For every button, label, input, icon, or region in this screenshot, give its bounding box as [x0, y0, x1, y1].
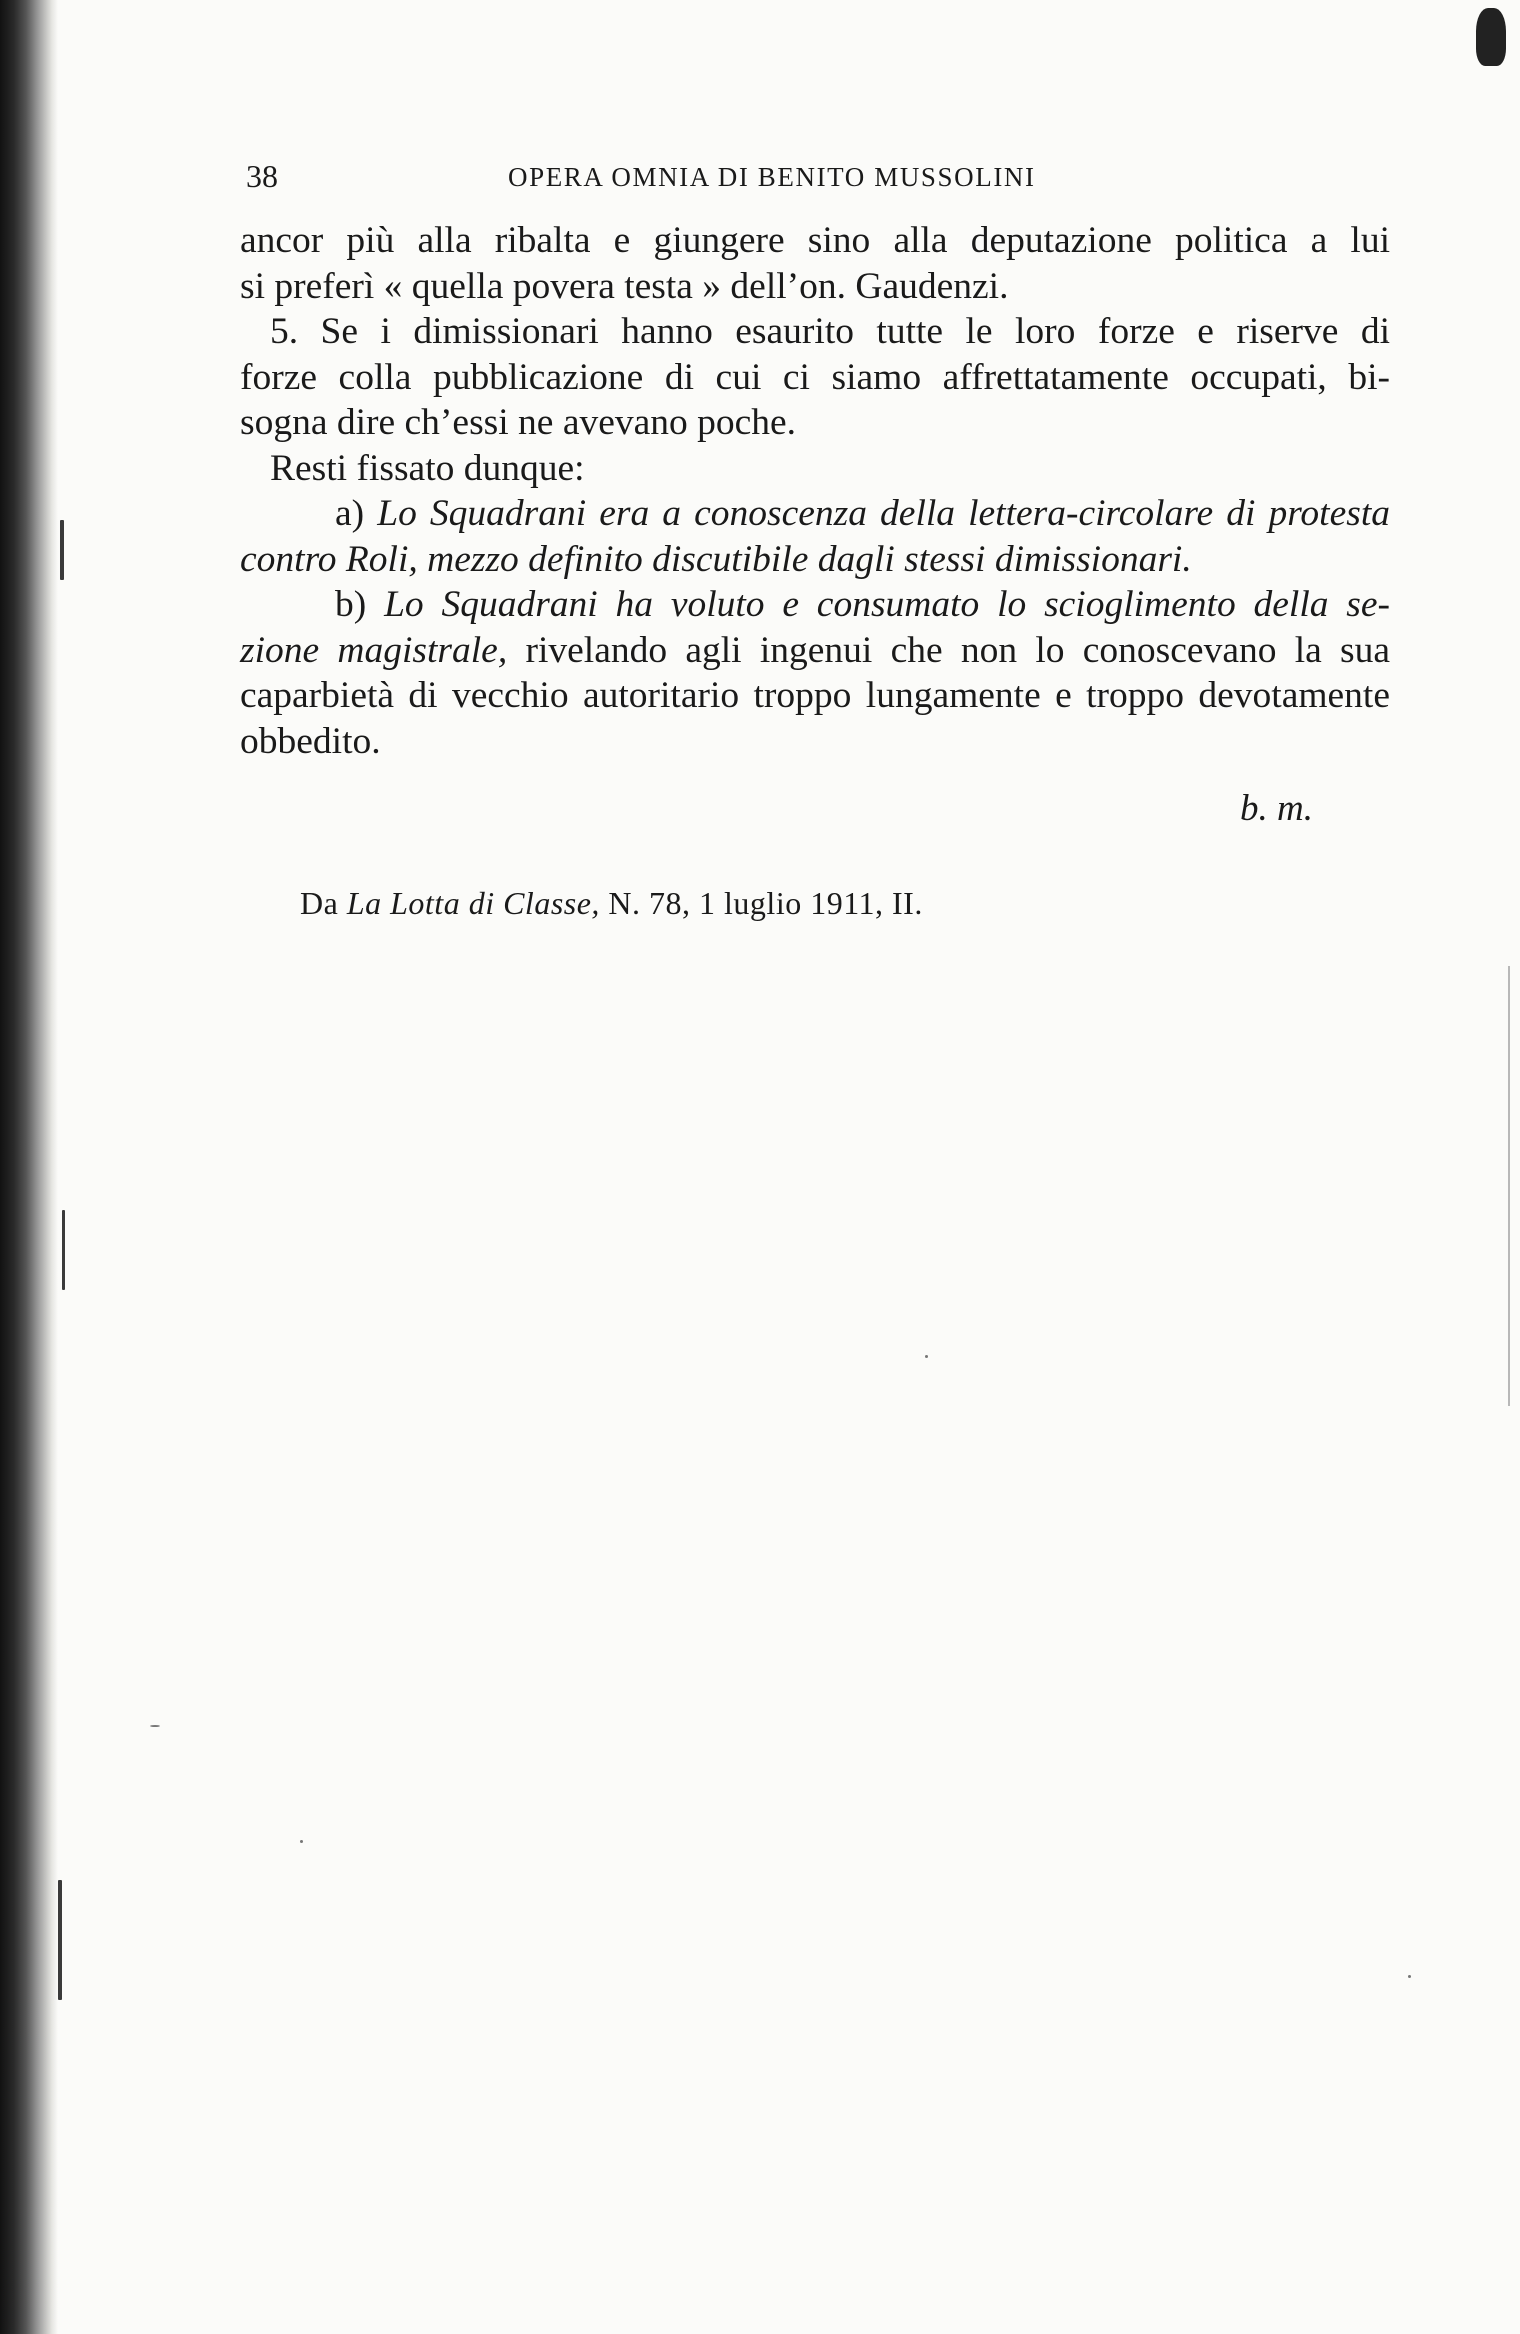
text-line: obbedito. [240, 720, 381, 762]
page-edge-line [1508, 966, 1510, 1406]
list-item-b [240, 582, 1390, 628]
body-text [240, 218, 1390, 764]
scan-speck [58, 1880, 62, 2000]
book-binding-shadow [0, 0, 58, 2334]
scan-speck [150, 1725, 160, 1727]
text-line: Resti fissato dunque: [270, 447, 585, 489]
text-line [240, 628, 1390, 674]
italic-text: Lo Squadrani era a conoscenza della lettera-circolare di protesta [377, 493, 1391, 534]
scan-speck [62, 1210, 65, 1290]
scan-speck [925, 1355, 928, 1358]
text-line: sogna dire ch’essi ne avevano poche. [240, 402, 797, 443]
source-details: N. 78, 1 luglio 1911, II. [608, 885, 923, 921]
text-line: ancor più alla ribalta e giungere sino alla deputazione politica a lui [240, 220, 1390, 261]
list-label: a) [335, 493, 365, 534]
page-number: 38 [246, 158, 278, 194]
scan-speck [300, 1840, 303, 1843]
scan-speck [1408, 1975, 1411, 1978]
list-item-a [240, 491, 1390, 537]
italic-text: Lo Squadrani ha voluto e consumato lo scioglimento della se- [384, 584, 1391, 625]
source-prefix: Da [300, 885, 339, 921]
scan-speck [60, 520, 64, 580]
text-line: caparbietà di vecchio autoritario troppo lungamente e troppo devotamente [240, 675, 1390, 716]
list-label: b) [335, 584, 367, 625]
text-line: 5. Se i dimissionari hanno esaurito tutte le loro forze e riserve di [270, 311, 1390, 352]
running-head [0, 158, 1520, 198]
source-journal: La Lotta di Classe, [346, 885, 600, 921]
text-line: si preferì « quella povera testa » dell’on. Gaudenzi. [240, 265, 1009, 307]
italic-text: zione magistrale, [240, 629, 508, 671]
roman-text: rivelando agli ingenui che non lo conoscevano la sua [525, 629, 1391, 671]
source-citation [300, 885, 923, 922]
text-line: contro Roli, mezzo definito discutibile dagli stessi dimissionari. [240, 538, 1192, 580]
scan-corner-mark [1476, 8, 1506, 66]
running-title: OPERA OMNIA DI BENITO MUSSOLINI [508, 162, 1036, 192]
signature-initials: b. m. [1240, 788, 1313, 829]
text-line: forze colla pubblicazione di cui ci siamo affrettatamente occupati, bi- [240, 356, 1390, 398]
